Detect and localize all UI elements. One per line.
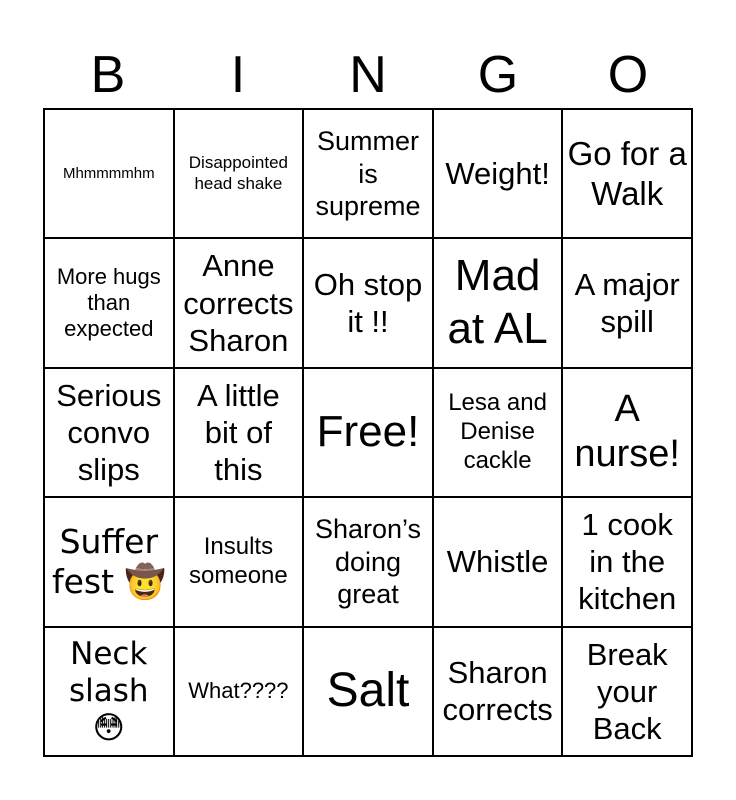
bingo-cell[interactable]: Anne corrects Sharon	[174, 238, 304, 367]
bingo-cell[interactable]: Insults someone	[174, 497, 304, 626]
bingo-cell[interactable]: A nurse!	[562, 368, 692, 497]
bingo-cell[interactable]: Disappointed head shake	[174, 109, 304, 238]
bingo-cell[interactable]: Sharon corrects	[433, 627, 563, 756]
bingo-cell[interactable]: A major spill	[562, 238, 692, 367]
bingo-cell[interactable]: What????	[174, 627, 304, 756]
bingo-cell[interactable]: Whistle	[433, 497, 563, 626]
bingo-cell[interactable]: Suffer fest 🤠	[44, 497, 174, 626]
bingo-cell[interactable]: 1 cook in the kitchen	[562, 497, 692, 626]
bingo-cell[interactable]: A little bit of this	[174, 368, 304, 497]
header-letter-n: N	[349, 46, 387, 104]
bingo-cell[interactable]: More hugs than expected	[44, 238, 174, 367]
bingo-cell[interactable]: Sharon’s doing great	[303, 497, 433, 626]
header-letter-i: I	[230, 46, 246, 104]
bingo-cell[interactable]: Mhmmmmhm	[44, 109, 174, 238]
bingo-cell[interactable]: Lesa and Denise cackle	[433, 368, 563, 497]
bingo-cell[interactable]: Salt	[303, 627, 433, 756]
bingo-cell[interactable]: Weight!	[433, 109, 563, 238]
bingo-header	[43, 44, 693, 106]
bingo-cell[interactable]: Neck slash 😳	[44, 627, 174, 756]
header-letter-o: O	[607, 46, 649, 104]
bingo-cell[interactable]: Mad at AL	[433, 238, 563, 367]
bingo-cell[interactable]: Break your Back	[562, 627, 692, 756]
bingo-cell[interactable]: Oh stop it !!	[303, 238, 433, 367]
bingo-grid	[43, 108, 693, 757]
header-letter-g: G	[477, 46, 519, 104]
bingo-cell[interactable]: Summer is supreme	[303, 109, 433, 238]
bingo-cell[interactable]: Serious convo slips	[44, 368, 174, 497]
header-letter-b: B	[90, 46, 126, 104]
bingo-cell[interactable]: Free!	[303, 368, 433, 497]
bingo-cell[interactable]: Go for a Walk	[562, 109, 692, 238]
